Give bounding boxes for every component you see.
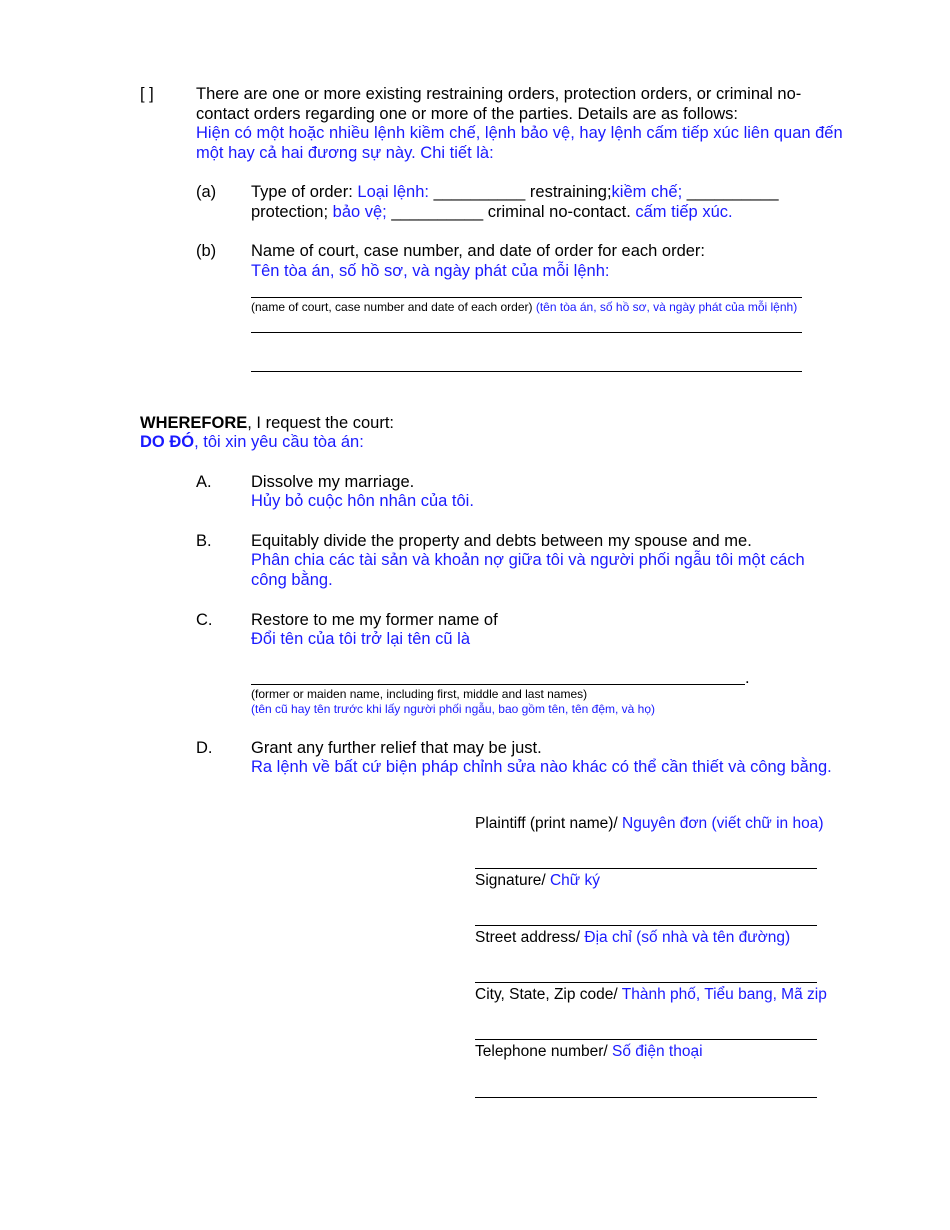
street-address-line[interactable] bbox=[475, 925, 817, 926]
court-info-line-3[interactable] bbox=[251, 371, 802, 372]
signature-label bbox=[475, 871, 600, 891]
request-c-vi: Đổi tên của tôi trở lại tên cũ là bbox=[251, 630, 471, 648]
request-a-en: Dissolve my marriage. bbox=[251, 473, 415, 491]
existing-orders-text-vi-1: Hiện có một hoặc nhiều lệnh kiềm chế, lệnh bảo vệ, hay lệnh cấm tiếp xúc liên quan đến bbox=[196, 124, 843, 142]
request-d-vi: Ra lệnh về bất cứ biện pháp chỉnh sửa nào khác có thể cần thiết và công bằng. bbox=[251, 758, 832, 776]
court-info-text-en: Name of court, case number, and date of order for each order: bbox=[251, 242, 705, 260]
court-caption-en: (name of court, case number and date of each order) bbox=[251, 300, 533, 314]
protection-label-en: protection; bbox=[251, 203, 329, 221]
former-name-caption-vi: (tên cũ hay tên trước khi lấy người phối ngẫu, bao gồm tên, tên đệm, và họ) bbox=[251, 702, 656, 716]
request-a-vi: Hủy bỏ cuộc hôn nhân của tôi. bbox=[251, 492, 474, 510]
plaintiff-label-en: Plaintiff (print name)/ bbox=[475, 815, 618, 832]
request-a-label: A. bbox=[196, 473, 212, 491]
plaintiff-label-vi: Nguyên đơn (viết chữ in hoa) bbox=[622, 815, 824, 832]
criminal-label-vi: cấm tiếp xúc. bbox=[635, 203, 733, 221]
protection-label-vi: bảo vệ; bbox=[332, 203, 387, 221]
type-label-vi: Loại lệnh: bbox=[357, 183, 429, 201]
protection-blank[interactable]: __________ bbox=[686, 183, 779, 201]
court-info-caption bbox=[251, 300, 797, 314]
wherefore-bold-en: WHEREFORE bbox=[140, 414, 248, 432]
phone-label-vi: Số điện thoại bbox=[612, 1043, 703, 1060]
existing-orders-checkbox[interactable]: [ ] bbox=[140, 85, 154, 103]
request-b-en: Equitably divide the property and debts between my spouse and me. bbox=[251, 532, 752, 550]
court-info-line-2[interactable] bbox=[251, 332, 802, 333]
wherefore-vi bbox=[140, 432, 364, 452]
restraining-label-vi: kiềm chế; bbox=[611, 183, 683, 201]
restraining-label-en: restraining; bbox=[529, 183, 612, 201]
street-label-en: Street address/ bbox=[475, 929, 581, 946]
court-info-text-vi: Tên tòa án, số hồ sơ, và ngày phát của mỗi lệnh: bbox=[251, 262, 610, 280]
city-label-en: City, State, Zip code/ bbox=[475, 986, 618, 1003]
city-state-zip-label bbox=[475, 985, 827, 1005]
wherefore-rest-vi: , tôi xin yêu cầu tòa án: bbox=[194, 433, 364, 451]
court-info-line-1[interactable] bbox=[251, 297, 802, 298]
request-b-vi-1: Phân chia các tài sản và khoản nợ giữa tôi và người phối ngẫu tôi một cách bbox=[251, 551, 805, 569]
former-name-caption-en: (former or maiden name, including first, middle and last names) bbox=[251, 687, 588, 701]
phone-label-en: Telephone number/ bbox=[475, 1043, 608, 1060]
telephone-label bbox=[475, 1042, 703, 1062]
order-type-line-2 bbox=[251, 202, 733, 222]
city-state-zip-line[interactable] bbox=[475, 982, 817, 983]
street-label-vi: Địa chỉ (số nhà và tên đường) bbox=[584, 929, 791, 946]
request-d-label: D. bbox=[196, 739, 213, 757]
signature-label-vi: Chữ ký bbox=[549, 872, 600, 889]
order-type-line-1 bbox=[251, 182, 779, 202]
request-d-en: Grant any further relief that may be just. bbox=[251, 739, 542, 757]
request-b-label: B. bbox=[196, 532, 212, 550]
telephone-line[interactable] bbox=[475, 1039, 817, 1040]
wherefore-rest-en: , I request the court: bbox=[247, 414, 394, 432]
telephone-entry-line[interactable] bbox=[475, 1097, 817, 1098]
type-label-en: Type of order: bbox=[251, 183, 353, 201]
existing-orders-text-vi-2: một hay cả hai đương sự này. Chi tiết là: bbox=[196, 144, 494, 162]
plaintiff-name-label bbox=[475, 814, 824, 834]
wherefore-en bbox=[140, 413, 394, 433]
request-c-label: C. bbox=[196, 611, 213, 629]
wherefore-bold-vi: DO ĐÓ bbox=[140, 433, 195, 451]
court-caption-vi: (tên tòa án, số hồ sơ, và ngày phát của mỗi lệnh) bbox=[535, 300, 798, 314]
signature-line[interactable] bbox=[475, 868, 817, 869]
city-label-vi: Thành phố, Tiểu bang, Mã zip bbox=[621, 986, 827, 1003]
existing-orders-text-en-2: contact orders regarding one or more of the parties. Details are as follows: bbox=[196, 105, 739, 123]
item-a-label: (a) bbox=[196, 183, 217, 201]
existing-orders-text-en-1: There are one or more existing restraining orders, protection orders, or criminal no- bbox=[196, 85, 802, 103]
restraining-blank[interactable]: __________ bbox=[433, 183, 526, 201]
request-c-en: Restore to me my former name of bbox=[251, 611, 498, 629]
former-name-period: . bbox=[745, 669, 750, 687]
former-name-line[interactable] bbox=[251, 684, 745, 685]
criminal-label-en: criminal no-contact. bbox=[487, 203, 631, 221]
signature-label-en: Signature/ bbox=[475, 872, 546, 889]
street-address-label bbox=[475, 928, 790, 948]
item-b-label: (b) bbox=[196, 242, 217, 260]
criminal-blank[interactable]: __________ bbox=[391, 203, 484, 221]
request-b-vi-2: công bằng. bbox=[251, 571, 333, 589]
